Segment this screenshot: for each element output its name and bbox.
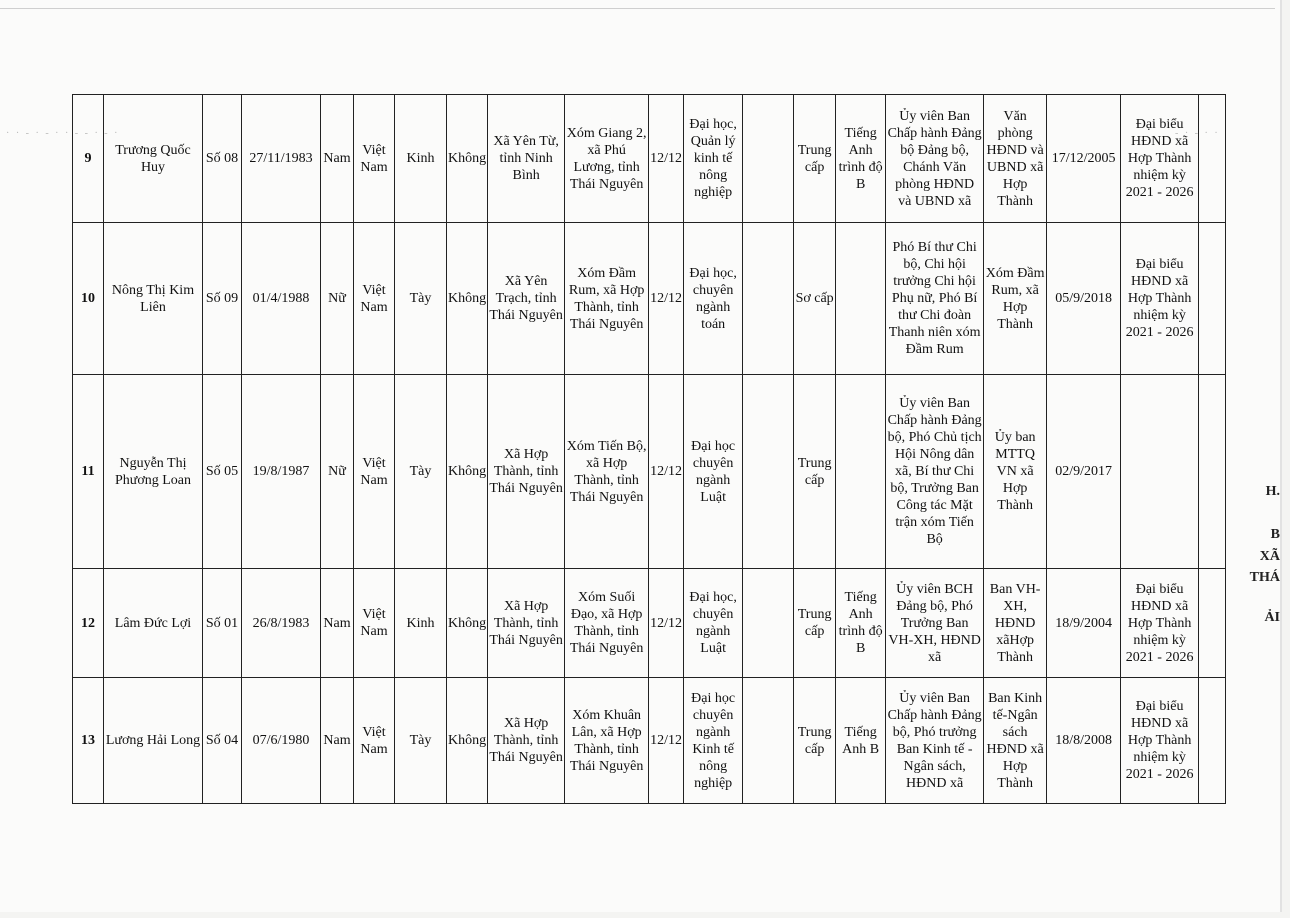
edge-text-fragment: H. bbox=[1265, 484, 1280, 499]
cell-ethnicity: Tày bbox=[395, 678, 447, 804]
candidate-table bbox=[72, 94, 1226, 804]
cell-residence: Xóm Giang 2, xã Phú Lương, tỉnh Thái Nguyên bbox=[565, 95, 649, 223]
cell-nationality: Việt Nam bbox=[354, 95, 395, 223]
cell-specialty: Đại học, Quản lý kinh tế nông nghiệp bbox=[684, 95, 743, 223]
table-row bbox=[73, 375, 1226, 569]
cell-name: Lâm Đức Lợi bbox=[104, 569, 203, 678]
cell-degree bbox=[743, 569, 794, 678]
cell-hometown: Xã Hợp Thành, tỉnh Thái Nguyên bbox=[488, 569, 565, 678]
cell-so: Số 04 bbox=[203, 678, 242, 804]
cell-workplace: Ban VH-XH, HĐND xãHợp Thành bbox=[984, 569, 1047, 678]
cell-specialty: Đại học chuyên ngành Luật bbox=[684, 375, 743, 569]
cell-foreign-language bbox=[836, 375, 886, 569]
cell-degree bbox=[743, 95, 794, 223]
page-top-edge bbox=[0, 0, 1275, 9]
table-row bbox=[73, 569, 1226, 678]
cell-so: Số 09 bbox=[203, 223, 242, 375]
edge-text-fragment: B bbox=[1270, 527, 1280, 542]
cell-position: Ủy viên Ban Chấp hành Đảng bộ Đảng bộ, Chánh Văn phòng HĐND và UBND xã bbox=[886, 95, 984, 223]
cell-gender: Nam bbox=[321, 95, 354, 223]
cell-dob: 07/6/1980 bbox=[242, 678, 321, 804]
cell-position: Ủy viên Ban Chấp hành Đảng bộ, Phó Chủ tịch Hội Nông dân xã, Bí thư Chi bộ, Trưởng Ban Công tác Mặt trận xóm Tiến Bộ bbox=[886, 375, 984, 569]
cell-delegate: Đại biểu HĐND xã Hợp Thành nhiệm kỳ 2021 - 2026 bbox=[1121, 95, 1199, 223]
cell-foreign-language: Tiếng Anh B bbox=[836, 678, 886, 804]
cell-so: Số 05 bbox=[203, 375, 242, 569]
cell-ethnicity: Kinh bbox=[395, 95, 447, 223]
cell-workplace: Ủy ban MTTQ VN xã Hợp Thành bbox=[984, 375, 1047, 569]
cell-gender: Nam bbox=[321, 569, 354, 678]
cell-residence: Xóm Đầm Rum, xã Hợp Thành, tỉnh Thái Nguyên bbox=[565, 223, 649, 375]
edge-text-fragment: XÃ bbox=[1259, 549, 1280, 564]
cell-extra bbox=[1199, 375, 1226, 569]
cell-hometown: Xã Yên Từ, tỉnh Ninh Bình bbox=[488, 95, 565, 223]
bleed-through-mark: ‐ · ‐ · · bbox=[1175, 128, 1220, 139]
cell-foreign-language bbox=[836, 223, 886, 375]
cell-workplace: Văn phòng HĐND và UBND xã Hợp Thành bbox=[984, 95, 1047, 223]
cell-ethnicity: Kinh bbox=[395, 569, 447, 678]
cell-political-theory: Trung cấp bbox=[794, 678, 836, 804]
cell-political-theory: Sơ cấp bbox=[794, 223, 836, 375]
cell-general-edu: 12/12 bbox=[649, 223, 684, 375]
cell-stt: 12 bbox=[73, 569, 104, 678]
cell-general-edu: 12/12 bbox=[649, 375, 684, 569]
cell-specialty: Đại học, chuyên ngành Luật bbox=[684, 569, 743, 678]
cell-religion: Không bbox=[447, 569, 488, 678]
cell-residence: Xóm Suối Đạo, xã Hợp Thành, tỉnh Thái Nguyên bbox=[565, 569, 649, 678]
cell-ethnicity: Tày bbox=[395, 375, 447, 569]
edge-text-fragment: ẢI bbox=[1264, 610, 1280, 625]
cell-nationality: Việt Nam bbox=[354, 223, 395, 375]
cell-name: Nguyễn Thị Phương Loan bbox=[104, 375, 203, 569]
cell-degree bbox=[743, 375, 794, 569]
cell-stt: 11 bbox=[73, 375, 104, 569]
cell-nationality: Việt Nam bbox=[354, 375, 395, 569]
cell-political-theory: Trung cấp bbox=[794, 569, 836, 678]
cell-hometown: Xã Hợp Thành, tỉnh Thái Nguyên bbox=[488, 678, 565, 804]
cell-delegate: Đại biểu HĐND xã Hợp Thành nhiệm kỳ 2021 - 2026 bbox=[1121, 678, 1199, 804]
cell-nationality: Việt Nam bbox=[354, 678, 395, 804]
cell-stt: 10 bbox=[73, 223, 104, 375]
cell-delegate: Đại biểu HĐND xã Hợp Thành nhiệm kỳ 2021 - 2026 bbox=[1121, 223, 1199, 375]
cell-general-edu: 12/12 bbox=[649, 95, 684, 223]
cell-dob: 01/4/1988 bbox=[242, 223, 321, 375]
cell-workplace: Xóm Đầm Rum, xã Hợp Thành bbox=[984, 223, 1047, 375]
cell-position: Ủy viên BCH Đảng bộ, Phó Trưởng Ban VH-XH, HĐND xã bbox=[886, 569, 984, 678]
cell-stt: 13 bbox=[73, 678, 104, 804]
cell-general-edu: 12/12 bbox=[649, 678, 684, 804]
cell-extra bbox=[1199, 95, 1226, 223]
cell-dob: 19/8/1987 bbox=[242, 375, 321, 569]
cell-ethnicity: Tày bbox=[395, 223, 447, 375]
cell-name: Nông Thị Kim Liên bbox=[104, 223, 203, 375]
cell-position: Phó Bí thư Chi bộ, Chi hội trưởng Chi hội Phụ nữ, Phó Bí thư Chi đoàn Thanh niên xóm Đầm Rum bbox=[886, 223, 984, 375]
cell-extra bbox=[1199, 678, 1226, 804]
cell-gender: Nữ bbox=[321, 223, 354, 375]
cell-extra bbox=[1199, 223, 1226, 375]
cell-party-date: 05/9/2018 bbox=[1047, 223, 1121, 375]
table-row bbox=[73, 678, 1226, 804]
bleed-through-mark: · · ‐ · ‐ · · ‐ ‐ · ‐ · bbox=[6, 128, 120, 139]
cell-degree bbox=[743, 678, 794, 804]
cell-party-date: 02/9/2017 bbox=[1047, 375, 1121, 569]
cell-degree bbox=[743, 223, 794, 375]
cell-extra bbox=[1199, 569, 1226, 678]
cell-dob: 27/11/1983 bbox=[242, 95, 321, 223]
cell-political-theory: Trung cấp bbox=[794, 375, 836, 569]
cell-foreign-language: Tiếng Anh trình độ B bbox=[836, 95, 886, 223]
cell-general-edu: 12/12 bbox=[649, 569, 684, 678]
table-row bbox=[73, 95, 1226, 223]
cell-foreign-language: Tiếng Anh trình độ B bbox=[836, 569, 886, 678]
cell-hometown: Xã Hợp Thành, tỉnh Thái Nguyên bbox=[488, 375, 565, 569]
cell-party-date: 18/9/2004 bbox=[1047, 569, 1121, 678]
cell-residence: Xóm Khuân Lân, xã Hợp Thành, tỉnh Thái Nguyên bbox=[565, 678, 649, 804]
cell-so: Số 01 bbox=[203, 569, 242, 678]
cell-party-date: 17/12/2005 bbox=[1047, 95, 1121, 223]
cell-position: Ủy viên Ban Chấp hành Đảng bộ, Phó trưởng Ban Kinh tế - Ngân sách, HĐND xã bbox=[886, 678, 984, 804]
cell-dob: 26/8/1983 bbox=[242, 569, 321, 678]
cell-stt: 9 bbox=[73, 95, 104, 223]
table-row bbox=[73, 223, 1226, 375]
cell-nationality: Việt Nam bbox=[354, 569, 395, 678]
cell-residence: Xóm Tiến Bộ, xã Hợp Thành, tỉnh Thái Nguyên bbox=[565, 375, 649, 569]
cell-specialty: Đại học, chuyên ngành toán bbox=[684, 223, 743, 375]
cell-name: Lương Hải Long bbox=[104, 678, 203, 804]
cell-religion: Không bbox=[447, 375, 488, 569]
cell-religion: Không bbox=[447, 678, 488, 804]
cell-gender: Nam bbox=[321, 678, 354, 804]
cell-workplace: Ban Kinh tế-Ngân sách HĐND xã Hợp Thành bbox=[984, 678, 1047, 804]
cell-specialty: Đại học chuyên ngành Kinh tế nông nghiệp bbox=[684, 678, 743, 804]
cell-so: Số 08 bbox=[203, 95, 242, 223]
cell-delegate bbox=[1121, 375, 1199, 569]
cell-delegate: Đại biểu HĐND xã Hợp Thành nhiệm kỳ 2021 - 2026 bbox=[1121, 569, 1199, 678]
cell-party-date: 18/8/2008 bbox=[1047, 678, 1121, 804]
cell-religion: Không bbox=[447, 223, 488, 375]
cell-gender: Nữ bbox=[321, 375, 354, 569]
cell-name: Trương Quốc Huy bbox=[104, 95, 203, 223]
edge-text-fragment: THÁ bbox=[1249, 570, 1280, 585]
cell-religion: Không bbox=[447, 95, 488, 223]
cell-political-theory: Trung cấp bbox=[794, 95, 836, 223]
cell-hometown: Xã Yên Trạch, tỉnh Thái Nguyên bbox=[488, 223, 565, 375]
